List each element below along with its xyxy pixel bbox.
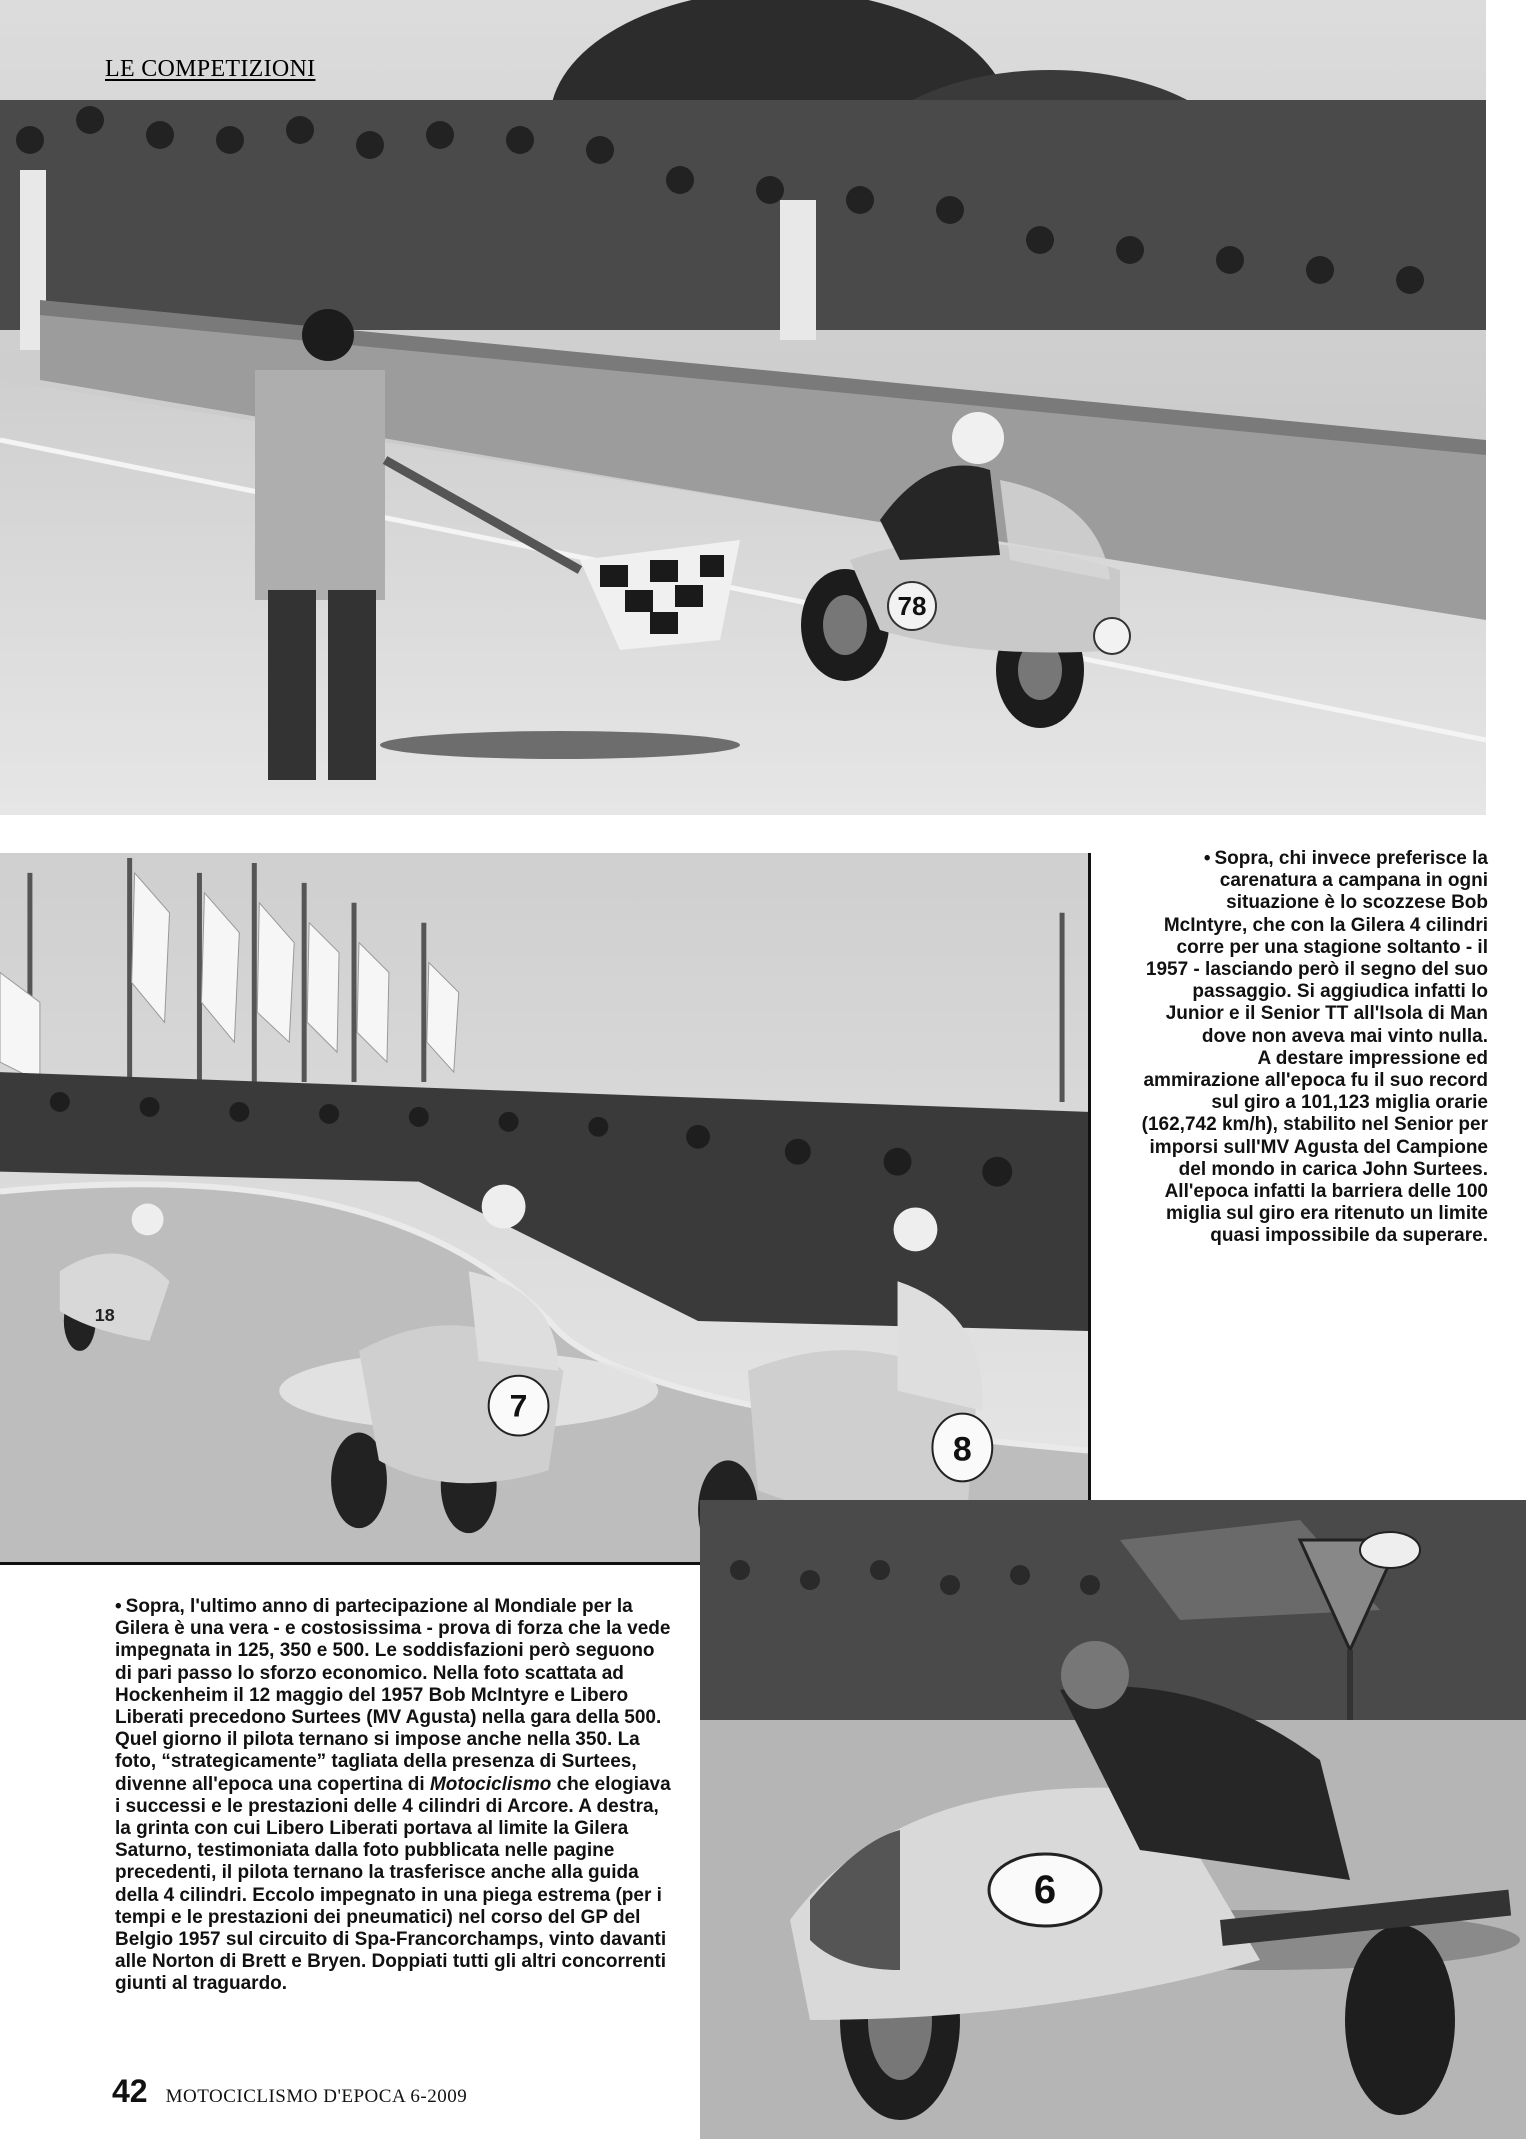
- section-label: LE COMPETIZIONI: [105, 56, 316, 82]
- page-footer: [112, 2073, 467, 2110]
- magazine-issue: MOTOCICLISMO D'EPOCA 6-2009: [165, 2086, 468, 2107]
- caption-gilera-text-2: che elogiava i successi e le prestazioni delle 4 cilindri di Arcore. A destra, la grinta con cui Libero Liberati portava al limite la Gilera Saturno, testimoniata dalla foto pubblicata nelle pagine precedenti, il pilota ternano la trasferisce anche alla guida della 4 cilindri. Eccolo impegnato in una piega estrema (per i tempi e le prestazioni dei pneumatici) nel corso del GP del Belgio 1957 sul circuito di Spa-Francorchamps, vinto davanti alle Norton di Brett e Bryen. Doppiati tutti gli altri concorrenti giunti al traguardo.: [115, 1773, 671, 1995]
- caption-bullet: •: [1203, 848, 1211, 869]
- caption-gilera-magazine-name: Motociclismo: [429, 1773, 552, 1795]
- photo-spa: [700, 1500, 1526, 2139]
- bike-number-78: 78: [897, 591, 927, 621]
- caption-mcintyre-paragraph-1: Sopra, chi invece preferisce la carenatura a campana in ogni situazione è lo scozzese Bob McIntyre, che con la Gilera 4 cilindri corre per una stagione soltanto - il 1957 - lasciando però il segno del suo passaggio. Si aggiudica infatti lo Junior e il Senior TT all'Isola di Man dove non aveva mai vinto nulla.: [1145, 848, 1488, 1047]
- photo-finish-line: [0, 0, 1486, 815]
- caption-gilera: [115, 1596, 675, 1996]
- caption-bullet: •: [115, 1596, 122, 1617]
- bike-number-7: 7: [509, 1387, 528, 1424]
- bike-number-8: 8: [952, 1430, 972, 1469]
- caption-gilera-text-1: Sopra, l'ultimo anno di partecipazione al Mondiale per la Gilera è una vera - e costosissima - prova di forza che la vede impegnata in 125, 350 e 500. Le soddisfazioni però seguono di pari passo lo sforzo economico. Nella foto scattata ad Hockenheim il 12 maggio del 1957 Bob McIntyre e Libero Liberati precedono Surtees (MV Agusta) nella gara della 500. Quel giorno il pilota ternano si impose anche nella 350. La foto, “strategicamente” tagliata della presenza di Surtees, divenne all'epoca una copertina di: [115, 1596, 671, 1795]
- bike-number-6: 6: [1033, 1868, 1057, 1912]
- bike-number-18: 18: [94, 1305, 115, 1326]
- caption-mcintyre: [1140, 848, 1488, 1248]
- photo-hockenheim: [0, 853, 1091, 1565]
- caption-mcintyre-paragraph-2: A destare impressione ed ammirazione all'epoca fu il suo record sul giro a 101,123 miglia orarie (162,742 km/h), stabilito nel Senior per imporsi sull'MV Agusta del Campione del mondo in carica John Surtees. All'epoca infatti la barriera delle 100 miglia sul giro era ritenuto un limite quasi impossibile da superare.: [1141, 1047, 1488, 1247]
- page-number: 42: [112, 2073, 148, 2109]
